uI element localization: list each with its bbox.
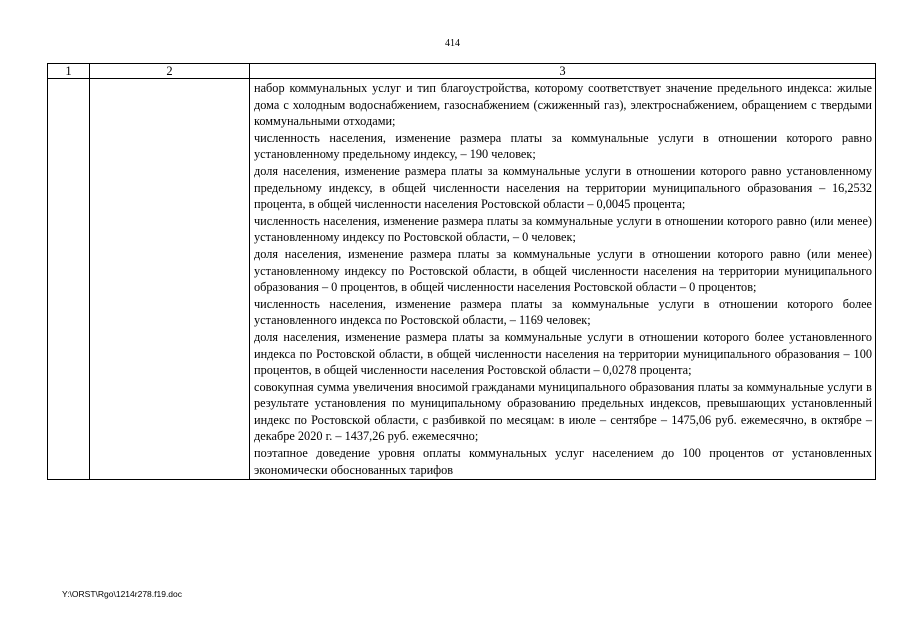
column-header-1: 1 xyxy=(48,64,90,79)
paragraph: численность населения, изменение размера платы за коммунальные услуги в отношении которого более установленного индекса по Ростовской области, – 1169 человек; xyxy=(254,296,872,328)
paragraph: доля населения, изменение размера платы за коммунальные услуги в отношении которого более установленного индекса по Ростовской области, в общей численности населения на территории муниципального образования – 100 процентов, в общей численности населения Ростовской области – 0,0278 процента; xyxy=(254,329,872,378)
table-header-row xyxy=(48,64,876,79)
footer-file-path: Y:\ORST\Rgo\1214r278.f19.doc xyxy=(62,589,183,599)
table-row xyxy=(48,79,876,480)
page-number: 414 xyxy=(445,38,460,49)
paragraph: доля населения, изменение размера платы за коммунальные услуги в отношении которого равно установленному предельному индексу, в общей численности населения на территории муниципального образования – 16,2532 процента, в общей численности населения Ростовской области – 0,0045 процента; xyxy=(254,163,872,212)
table-cell-col3 xyxy=(250,79,876,480)
paragraph: поэтапное доведение уровня оплаты коммунальных услуг населением до 100 процентов от установленных экономически обоснованных тарифов xyxy=(254,446,872,477)
paragraph: численность населения, изменение размера платы за коммунальные услуги в отношении которого равно установленному предельному индексу, – 190 человек; xyxy=(254,130,872,162)
paragraph: численность населения, изменение размера платы за коммунальные услуги в отношении которого равно (или менее) установленному индексу по Ростовской области, – 0 человек; xyxy=(254,213,872,245)
paragraph: доля населения, изменение размера платы за коммунальные услуги в отношении которого равно (или менее) установленному индексу по Ростовской области, в общей численности населения на территории муниципального образования – 0 процентов, в общей численности населения Ростовской области – 0 процентов; xyxy=(254,246,872,295)
document-table xyxy=(47,63,876,480)
table-cell-col1 xyxy=(48,79,90,480)
paragraph: набор коммунальных услуг и тип благоустройства, которому соответствует значение предельного индекса: жилые дома с холодным водоснабжением, газоснабжением (сжиженный газ), электроснабжением, обращением с твердыми коммунальными отходами; xyxy=(254,81,872,129)
column-header-3: 3 xyxy=(250,64,876,79)
column-header-2: 2 xyxy=(90,64,250,79)
table-cell-col2 xyxy=(90,79,250,480)
paragraph: совокупная сумма увеличения вносимой гражданами муниципального образования платы за коммунальные услуги в результате установления по муниципальному образованию предельных индексов, превышающих установленный индекс по Ростовской области, с разбивкой по месяцам: в июле – сентябре – 1475,06 руб. ежемесячно, в октябре – декабре 2020 г. – 1437,26 руб. ежемесячно; xyxy=(254,379,872,444)
